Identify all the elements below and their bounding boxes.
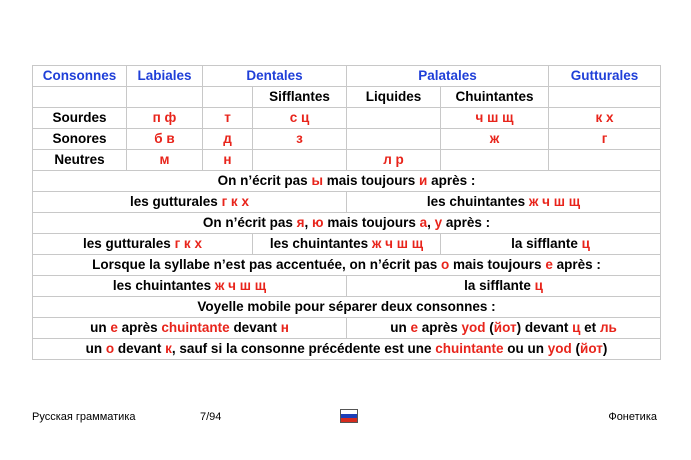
rule2-detail-row [33,234,661,255]
rule-text: la sifflante [464,278,535,293]
rule4-title: Voyelle mobile pour séparer deux consonnes : [33,297,661,318]
cell-liquides [347,108,441,129]
rule-text: ) [602,341,608,356]
rule-text: devant [114,341,166,356]
rule4-chuintante [33,318,347,339]
rule-text: mais toujours [323,215,420,230]
russian-flag-icon[interactable] [340,409,358,423]
rule-text: un [390,320,411,335]
rule2-gutturales [33,234,253,255]
rule3-chuintantes [33,276,347,297]
cell-liquides: л р [347,150,441,171]
rule-text: les chuintantes [112,278,215,293]
rule2-sifflante [441,234,661,255]
red-letter: ц [581,236,590,251]
grammar-table [32,65,661,360]
footer-title: Русская грамматика [32,411,136,423]
header-consonnes: Consonnes [33,66,127,87]
cell-liquides [347,129,441,150]
red-letter: г к х [221,194,249,209]
footer-section: Фонетика [608,411,657,423]
red-letter: ж ч ш щ [528,194,581,209]
rule2-title [33,213,661,234]
rule1-title [33,171,661,192]
rule-text: On n’écrit pas [202,215,297,230]
subheader-liquides: Liquides [347,87,441,108]
rule1-title-row [33,171,661,192]
rule-text: les gutturales [130,194,222,209]
rule-text: après : [552,257,601,272]
row-neutres [33,150,661,171]
rule-text: les chuintantes [426,194,529,209]
row-label: Sourdes [33,108,127,129]
red-letter: йот [580,341,603,356]
header-labiales: Labiales [127,66,203,87]
rule3-title-row [33,255,661,276]
rule1-gutturales [33,192,347,213]
footer-page-number: 7/94 [200,411,222,423]
row-sonores [33,129,661,150]
rule4-bottom-row [33,339,661,360]
header-row [33,66,661,87]
subheader-empty [203,87,253,108]
rule-text: ou un [503,341,548,356]
rule-text: , [427,215,435,230]
red-letter: ы [311,173,323,188]
red-letter: е [410,320,418,335]
subheader-chuintantes: Chuintantes [441,87,549,108]
rule-text: ( [571,341,581,356]
red-letter: йот [493,320,517,335]
rule-text: et [580,320,600,335]
subheader-sifflantes: Sifflantes [253,87,347,108]
cell-sifflantes [253,150,347,171]
cell-dentales: т [203,108,253,129]
rule-text: mais toujours [322,173,419,188]
cell-dentales: н [203,150,253,171]
header-gutturales: Gutturales [549,66,661,87]
rule-text: un [85,341,106,356]
red-letter: а [419,215,428,230]
red-letter: у [434,215,443,230]
rule2-title-row [33,213,661,234]
subheader-row [33,87,661,108]
red-letter: я [296,215,305,230]
rule1-detail-row [33,192,661,213]
cell-gutturales: г [549,129,661,150]
rule3-detail-row [33,276,661,297]
header-palatales: Palatales [347,66,549,87]
rule2-chuintantes [253,234,441,255]
rule3-sifflante [347,276,661,297]
rule-text: On n’écrit pas [217,173,312,188]
rule-text: un [90,320,111,335]
red-letter: yod [547,341,572,356]
subheader-empty [127,87,203,108]
rule-text: après : [427,173,476,188]
subheader-empty [549,87,661,108]
cell-dentales: д [203,129,253,150]
cell-gutturales: к х [549,108,661,129]
cell-gutturales [549,150,661,171]
red-letter: ц [572,320,581,335]
red-letter: chuintante [161,320,230,335]
rule4-yod [347,318,661,339]
rule-text: après [117,320,162,335]
red-letter: ж ч ш щ [214,278,267,293]
rule-text: les chuintantes [269,236,372,251]
cell-labiales: м [127,150,203,171]
rule-text: ) devant [516,320,573,335]
red-letter: о [105,341,115,356]
cell-chuintantes [441,150,549,171]
red-letter: г к х [174,236,202,251]
red-letter: ль [599,320,617,335]
red-letter: и [419,173,428,188]
cell-labiales: б в [127,129,203,150]
red-letter: ж ч ш щ [371,236,424,251]
red-letter: н [280,320,289,335]
rule-text: Lorsque la syllabe n’est pas accentuée, on n’écrit pas [92,257,442,272]
rule-text: devant [229,320,281,335]
rule-text: ( [485,320,494,335]
red-letter: chuintante [435,341,504,356]
row-label: Neutres [33,150,127,171]
subheader-empty [33,87,127,108]
row-sourdes [33,108,661,129]
rule4-title-row [33,297,661,318]
rule-text: , sauf si la consonne précédente est une [171,341,436,356]
cell-chuintantes: ж [441,129,549,150]
rule1-chuintantes [347,192,661,213]
header-dentales: Dentales [203,66,347,87]
cell-sifflantes: з [253,129,347,150]
red-letter: yod [461,320,486,335]
cell-sifflantes: с ц [253,108,347,129]
rule-text: les gutturales [83,236,175,251]
red-letter: е [545,257,553,272]
red-letter: о [441,257,450,272]
red-letter: е [110,320,118,335]
red-letter: ц [534,278,543,293]
row-label: Sonores [33,129,127,150]
rule-text: mais toujours [449,257,546,272]
rule4-detail-row [33,318,661,339]
rule4-o-devant-k [33,339,661,360]
rule3-title [33,255,661,276]
cell-labiales: п ф [127,108,203,129]
red-letter: ю [312,215,324,230]
rule-text: après : [442,215,491,230]
cell-chuintantes: ч ш щ [441,108,549,129]
red-letter: к [165,341,172,356]
rule-text: , [304,215,313,230]
rule-text: après [417,320,462,335]
rule-text: la sifflante [511,236,582,251]
